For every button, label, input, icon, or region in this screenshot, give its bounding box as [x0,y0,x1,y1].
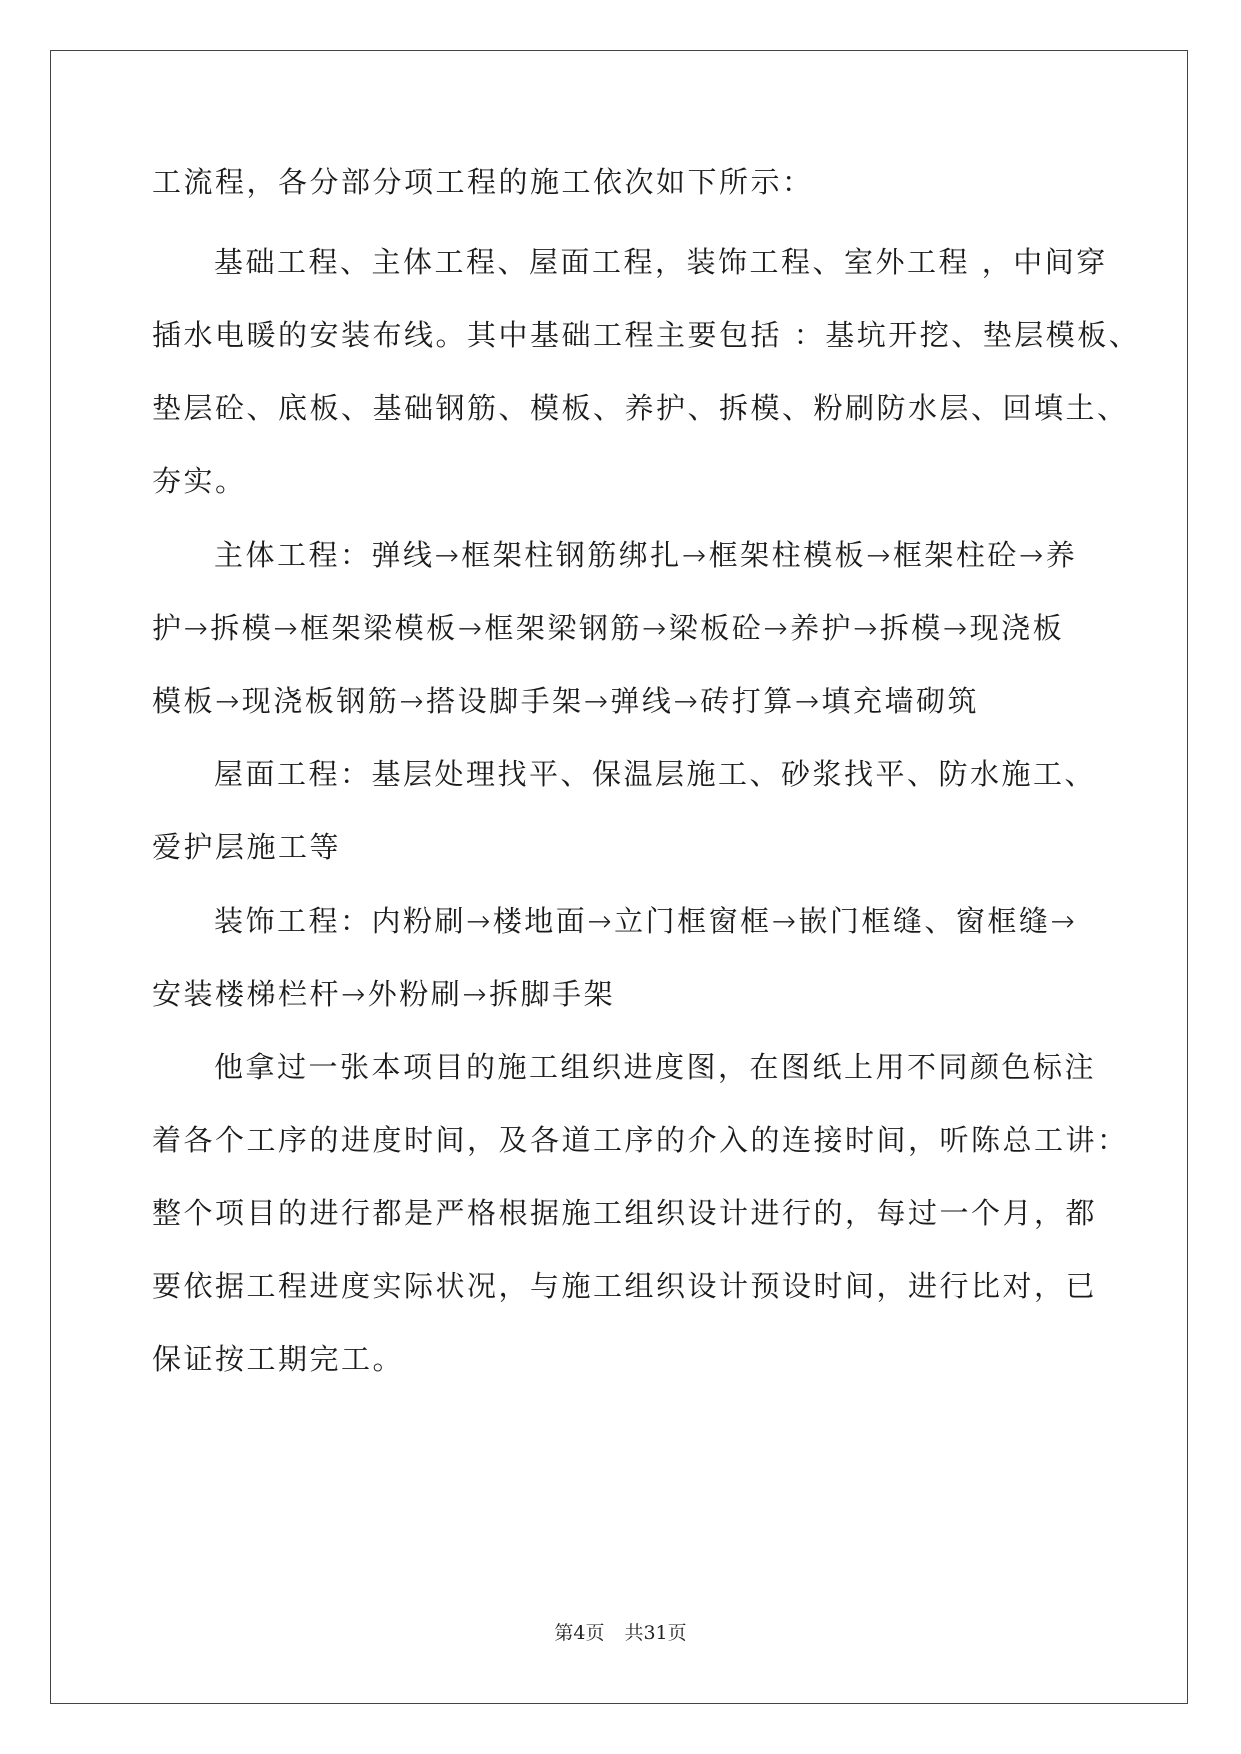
text-line: 夯实。 [152,464,247,498]
paragraph-start: 他拿过一张本项目的施工组织进度图，在图纸上用不同颜色标注 [214,1050,1097,1084]
paragraph-start: 基础工程、主体工程、屋面工程，装饰工程、室外工程 ，中间穿 [214,245,1108,279]
text-line: 模板→现浇板钢筋→搭设脚手架→弹线→砖打算→填充墙砌筑 [152,684,979,718]
paragraph-start: 主体工程：弹线→框架柱钢筋绑扎→框架柱模板→框架柱砼→养 [214,538,1078,572]
page-border [50,50,1188,1704]
text-line: 插水电暖的安装布线。其中基础工程主要包括 ：基坑开挖、垫层模板、 [152,318,1141,352]
text-line: 垫层砼、底板、基础钢筋、模板、养护、拆模、粉刷防水层、回填土、 [152,391,1129,425]
paragraph-start: 装饰工程：内粉刷→楼地面→立门框窗框→嵌门框缝、窗框缝→ [214,904,1078,938]
text-line: 护→拆模→框架梁模板→框架梁钢筋→梁板砼→养护→拆模→现浇板 [152,611,1065,645]
text-line: 要依据工程进度实际状况，与施工组织设计预设时间，进行比对，已 [152,1269,1098,1303]
text-line: 整个项目的进行都是严格根据施工组织设计进行的，每过一个月，都 [152,1196,1098,1230]
page-footer [0,1618,1241,1645]
text-line: 爱护层施工等 [152,830,342,864]
page-total: 共31页 [624,1622,687,1644]
paragraph-start: 屋面工程：基层处理找平、保温层施工、砂浆找平、防水施工、 [214,757,1097,791]
text-line: 安装楼梯栏杆→外粉刷→拆脚手架 [152,977,616,1011]
text-line: 着各个工序的进度时间，及各道工序的介入的连接时间，听陈总工讲： [152,1123,1129,1157]
text-line: 保证按工期完工。 [152,1342,405,1376]
page-number: 第4页 [554,1622,605,1644]
text-line: 工流程，各分部分项工程的施工依次如下所示： [152,165,814,199]
